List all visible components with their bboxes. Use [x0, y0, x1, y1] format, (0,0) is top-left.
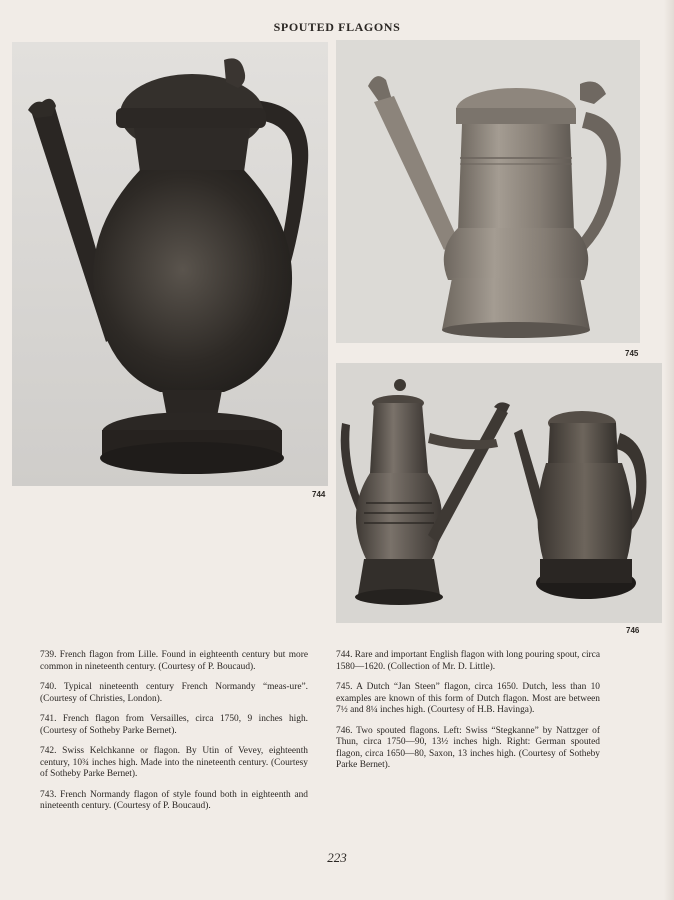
caption-743: 743. French Normandy flagon of style found both in eighteenth and nineteenth century. (Courtesy of P. Boucaud).: [40, 789, 308, 811]
caption-739: 739. French flagon from Lille. Found in eighteenth century but more common in nineteenth century. (Courtesy of P. Boucaud).: [40, 650, 308, 672]
page-title: SPOUTED FLAGONS: [273, 20, 401, 34]
captions-left-column: [40, 650, 308, 822]
caption-744: 744. Rare and important English flagon with long pouring spout, circa 1580—1620. (Collection of Mr. D. Little).: [336, 650, 600, 672]
caption-742: 742. Swiss Kelchkanne or flagon. By Utin of Vevey, eighteenth century, 10¾ inches high. Made into the nineteenth century. (Courtesy of Sotheby Parke Bernet).: [40, 746, 308, 779]
caption-741: 741. French flagon from Versailles, circa 1750, 9 inches high. (Courtesy of Sotheby Parke Bernet).: [40, 714, 308, 736]
flagons-746-illustration: [336, 363, 662, 623]
figure-number-744: 744: [312, 490, 326, 499]
page-number: 223: [327, 850, 347, 865]
flagon-745-illustration: [336, 40, 640, 343]
photo-745-flagon: [336, 40, 640, 343]
page-edge-shadow: [664, 0, 674, 900]
figure-number-745: 745: [625, 349, 639, 358]
caption-740: 740. Typical nineteenth century French Normandy “meas-ure”. (Courtesy of Christies, London).: [40, 682, 308, 704]
captions-right-column: [336, 650, 600, 781]
caption-745: 745. A Dutch “Jan Steen” flagon, circa 1650. Dutch, less than 10 examples are known of this form of Dutch flagon. Most are between 7½ and 8¼ inches high. (Courtesy of H.B. Havinga).: [336, 682, 600, 715]
figure-number-746: 746: [626, 626, 640, 635]
photo-744-flagon: [12, 42, 328, 486]
photo-746-two-flagons: [336, 363, 662, 623]
flagon-744-illustration: [12, 42, 328, 486]
caption-746: 746. Two spouted flagons. Left: Swiss “Stegkanne” by Nattzger of Thun, circa 1750—90, 13½ inches high. Right: German spouted flagon, circa 1650—80, Saxon, 13 inches high. (Courtesy of Sotheby Parke Bernet).: [336, 725, 600, 770]
